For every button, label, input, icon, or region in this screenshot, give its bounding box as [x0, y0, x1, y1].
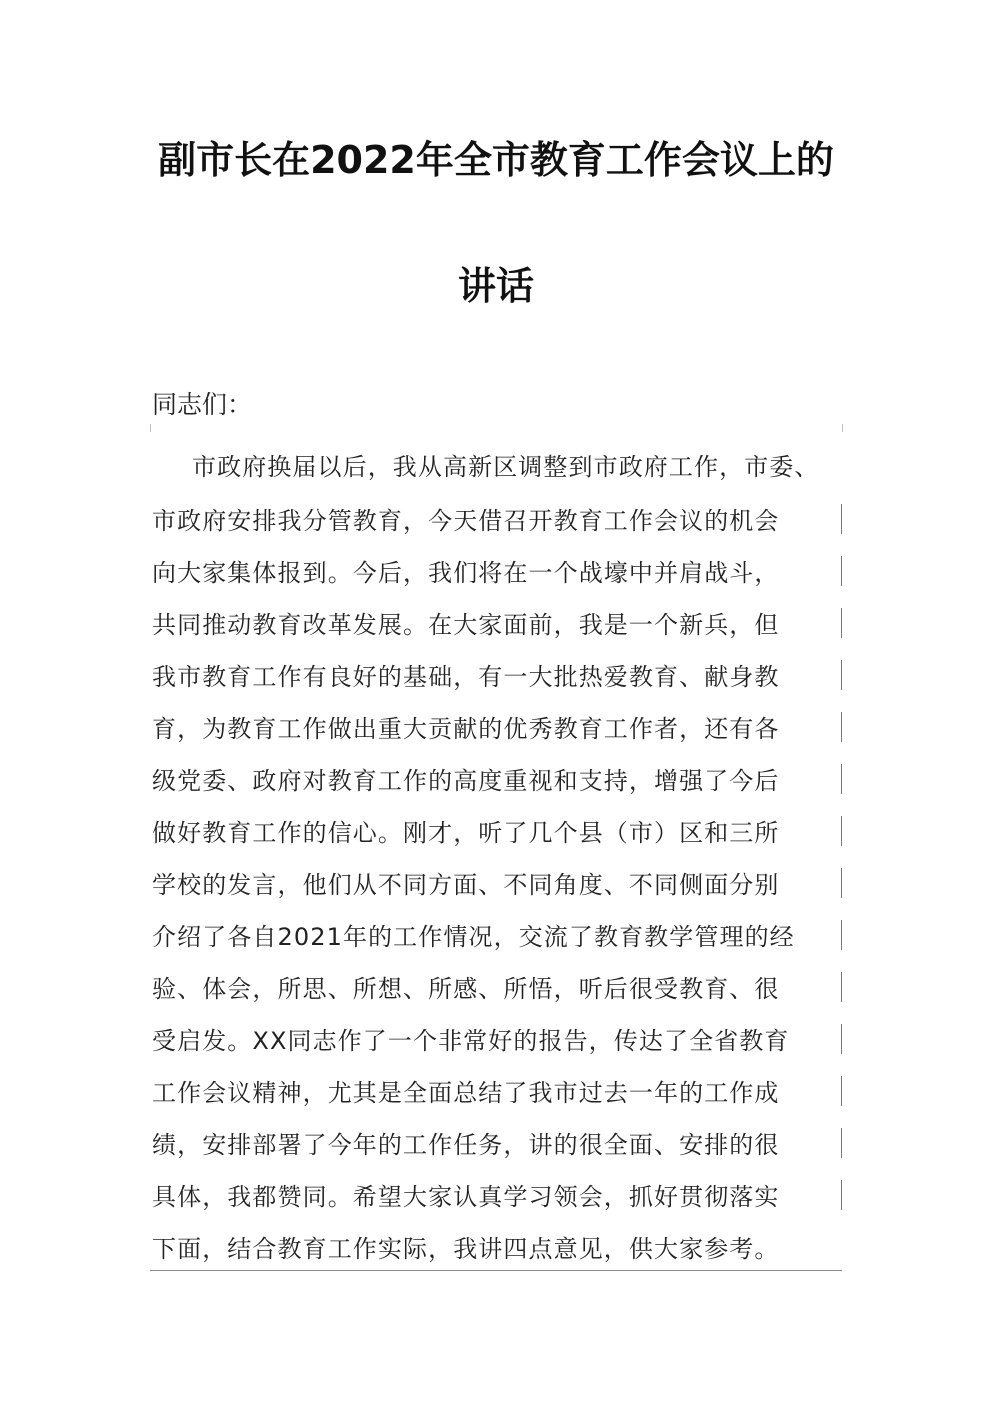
paragraph-line: 受启发。XX同志作了一个非常好的报告，传达了全省教育 — [152, 1027, 790, 1055]
right-margin-bar — [841, 504, 842, 534]
right-margin-bar — [841, 868, 842, 898]
document-title-line-1: 副市长在2022年全市教育工作会议上的 — [158, 138, 834, 182]
right-margin-bar — [841, 712, 842, 742]
right-margin-bar — [841, 1180, 842, 1210]
paragraph-line: 验、体会，所思、所想、所感、所悟，听后很受教育、很 — [152, 975, 780, 1003]
right-margin-bar — [841, 556, 842, 586]
paragraph-line: 共同推动教育改革发展。在大家面前，我是一个新兵，但 — [152, 611, 780, 639]
paragraph-line: 学校的发言，他们从不同方面、不同角度、不同侧面分别 — [152, 871, 780, 899]
paragraph-line: 我市教育工作有良好的基础，有一大批热爱教育、献身教 — [152, 663, 780, 691]
paragraph-line: 工作会议精神，尤其是全面总结了我市过去一年的工作成 — [152, 1079, 780, 1107]
paragraph-line: 具体，我都赞同。希望大家认真学习领会，抓好贯彻落实 — [152, 1183, 780, 1211]
margin-tick-mark — [150, 424, 151, 432]
right-margin-bar — [841, 608, 842, 638]
paragraph-line: 下面，结合教育工作实际，我讲四点意见，供大家参考。 — [152, 1235, 780, 1263]
margin-tick-mark — [842, 424, 843, 432]
paragraph-line: 育，为教育工作做出重大贡献的优秀教育工作者，还有各 — [152, 715, 780, 743]
salutation: 同志们： — [152, 390, 253, 419]
right-margin-bar — [841, 920, 842, 950]
right-margin-bar — [841, 660, 842, 690]
paragraph-line: 向大家集体报到。今后，我们将在一个战壕中并肩战斗， — [152, 559, 780, 587]
paragraph-line: 介绍了各自2021年的工作情况，交流了教育教学管理的经 — [152, 923, 795, 951]
paragraph-line: 市政府换届以后，我从高新区调整到市政府工作，市委、 — [192, 453, 820, 481]
bottom-rule — [150, 1270, 842, 1271]
right-margin-bar — [841, 1076, 842, 1106]
paragraph-line: 级党委、政府对教育工作的高度重视和支持，增强了今后 — [152, 767, 780, 795]
paragraph-line: 绩，安排部署了今年的工作任务，讲的很全面、安排的很 — [152, 1131, 780, 1159]
right-margin-bar — [841, 972, 842, 1002]
right-margin-bar — [841, 764, 842, 794]
right-margin-bar — [841, 1128, 842, 1158]
right-margin-bar — [841, 1024, 842, 1054]
document-title-line-2: 讲话 — [457, 264, 534, 308]
paragraph-line: 做好教育工作的信心。刚才，听了几个县（市）区和三所 — [152, 819, 780, 847]
paragraph-line: 市政府安排我分管教育，今天借召开教育工作会议的机会 — [152, 507, 780, 535]
right-margin-bar — [841, 816, 842, 846]
